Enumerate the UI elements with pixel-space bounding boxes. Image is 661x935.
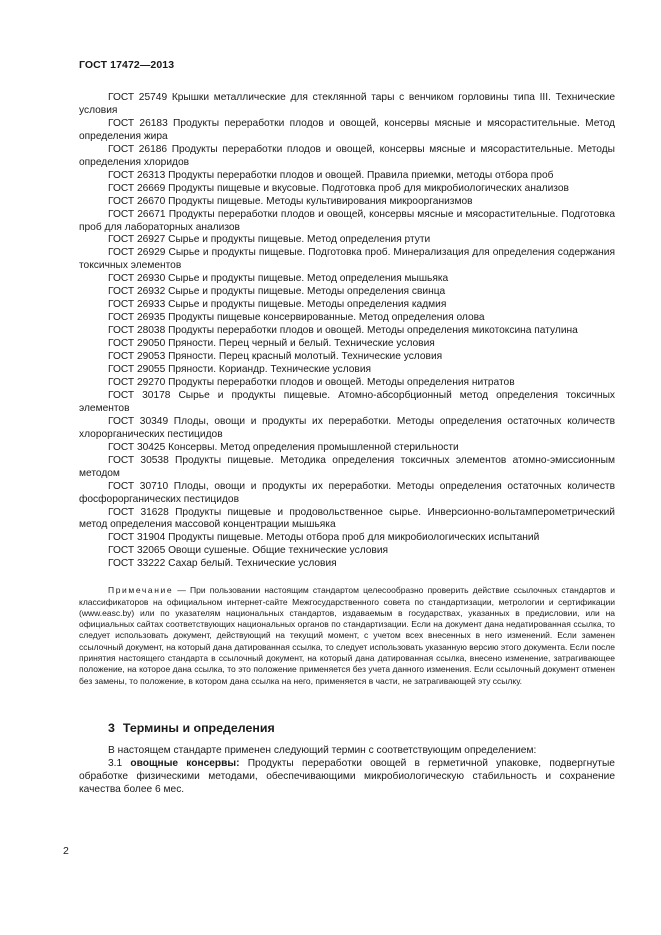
reference-item: ГОСТ 29053 Пряности. Перец красный молотый. Технические условия (108, 351, 443, 363)
page-number: 2 (63, 845, 69, 857)
page-content (79, 92, 615, 796)
reference-item: ГОСТ 26183 Продукты переработки плодов и овощей, консервы мясные и мясорастительные. Метод определения жира (79, 117, 615, 142)
reference-item: ГОСТ 29055 Пряности. Кориандр. Технические условия (108, 364, 372, 376)
reference-item: ГОСТ 29050 Пряности. Перец черный и белый. Технические условия (108, 338, 435, 350)
reference-item: ГОСТ 31904 Продукты пищевые. Методы отбора проб для микробиологических испытаний (108, 532, 540, 544)
reference-item: ГОСТ 26932 Сырье и продукты пищевые. Методы определения свинца (108, 286, 446, 298)
reference-item: ГОСТ 26670 Продукты пищевые. Методы культивирования микроорганизмов (108, 195, 473, 207)
term-definition (79, 757, 615, 796)
section-number: 3 (108, 720, 115, 735)
reference-item: ГОСТ 26933 Сырье и продукты пищевые. Методы определения кадмия (108, 299, 447, 311)
normative-references-list (79, 92, 615, 571)
reference-item: ГОСТ 30710 Плоды, овощи и продукты их переработки. Методы определения остаточных количеств фосфорорганических пестицидов (79, 480, 615, 505)
reference-item: ГОСТ 26669 Продукты пищевые и вкусовые. Подготовка проб для микробиологических анализов (108, 182, 569, 194)
reference-item: ГОСТ 32065 Овощи сушеные. Общие технические условия (108, 545, 389, 557)
document-header: ГОСТ 17472—2013 (79, 59, 175, 71)
reference-item: ГОСТ 30178 Сырье и продукты пищевые. Атомно-абсорбционный метод определения токсичных элементов (79, 389, 615, 414)
term-definition-text: Продукты переработки овощей в герметичной упаковке, подвергнутые обработке физическими методами, обеспечивающими микробиологическую стабильность и сохранение качества более 6 мес. (79, 757, 615, 795)
reference-item: ГОСТ 30538 Продукты пищевые. Методика определения токсичных элементов атомно-эмиссионным методом (79, 454, 615, 479)
reference-item: ГОСТ 30349 Плоды, овощи и продукты их переработки. Методы определения остаточных количеств хлорорганических пестицидов (79, 415, 615, 440)
reference-item: ГОСТ 26927 Сырье и продукты пищевые. Метод определения ртути (108, 234, 431, 246)
reference-item: ГОСТ 26671 Продукты переработки плодов и овощей, консервы мясные и мясорастительные. Подготовка проб для лабораторных анализов (79, 208, 615, 233)
section-body (79, 744, 615, 796)
term-name: овощные консервы: (130, 757, 240, 769)
references-note (79, 585, 615, 687)
reference-item: ГОСТ 26929 Сырье и продукты пищевые. Подготовка проб. Минерализация для определения содержания токсичных элементов (79, 247, 615, 272)
section-intro: В настоящем стандарте применен следующий термин с соответствующим определением: (108, 744, 537, 756)
reference-item: ГОСТ 28038 Продукты переработки плодов и овощей. Методы определения микотоксина патулина (108, 325, 578, 337)
reference-item: ГОСТ 31628 Продукты пищевые и продовольственное сырье. Инверсионно-вольтамперометрический метод определения массовой концентрации мышьяка (79, 506, 615, 531)
reference-item: ГОСТ 25749 Крышки металлические для стеклянной тары с венчиком горловины типа III. Технические условия (79, 92, 615, 116)
term-number: 3.1 (108, 757, 123, 769)
reference-item: ГОСТ 30425 Консервы. Метод определения промышленной стерильности (108, 441, 459, 453)
note-text: — При пользовании настоящим стандартом целесообразно проверить действие ссылочных стандартов и классификаторов на официальном интернет-сайте Межгосударственного совета по стандартизации, метрологии и сертификации (www.easc.by) или по указателям национальных стандартов, издаваемым в государствах, указанных в предисловии, или на официальных сайтах соответствующих национальных органов по стандартизации. Если на документ дана недатированная ссылка, то следует использовать документ, действующий на текущий момент, с учетом всех внесенных в него изменений. Если заменен ссылочный документ, на который дана датированная ссылка, то следует использовать указанную версию этого документа. Если после принятия настоящего стандарта в ссылочный документ, на который дана датированная ссылка, внесено изменение, затрагивающее положение, на которое дана ссылка, то это положение применяется без учета данного изменения. Если ссылочный документ отменен без замены, то положение, в котором дана ссылка на него, применяется в части, не затрагивающей эту ссылку. (79, 585, 615, 686)
note-lead: Примечание (108, 585, 174, 596)
section-heading (79, 721, 615, 735)
reference-item: ГОСТ 26186 Продукты переработки плодов и овощей, консервы мясные и мясорастительные. Методы определения хлоридов (79, 143, 615, 168)
reference-item: ГОСТ 33222 Сахар белый. Технические условия (108, 558, 337, 570)
reference-item: ГОСТ 26930 Сырье и продукты пищевые. Метод определения мышьяка (108, 273, 449, 285)
section-title: Термины и определения (122, 720, 275, 735)
reference-item: ГОСТ 26313 Продукты переработки плодов и овощей. Правила приемки, методы отбора проб (108, 169, 554, 181)
reference-item: ГОСТ 26935 Продукты пищевые консервированные. Метод определения олова (108, 312, 485, 324)
reference-item: ГОСТ 29270 Продукты переработки плодов и овощей. Методы определения нитратов (108, 376, 515, 388)
